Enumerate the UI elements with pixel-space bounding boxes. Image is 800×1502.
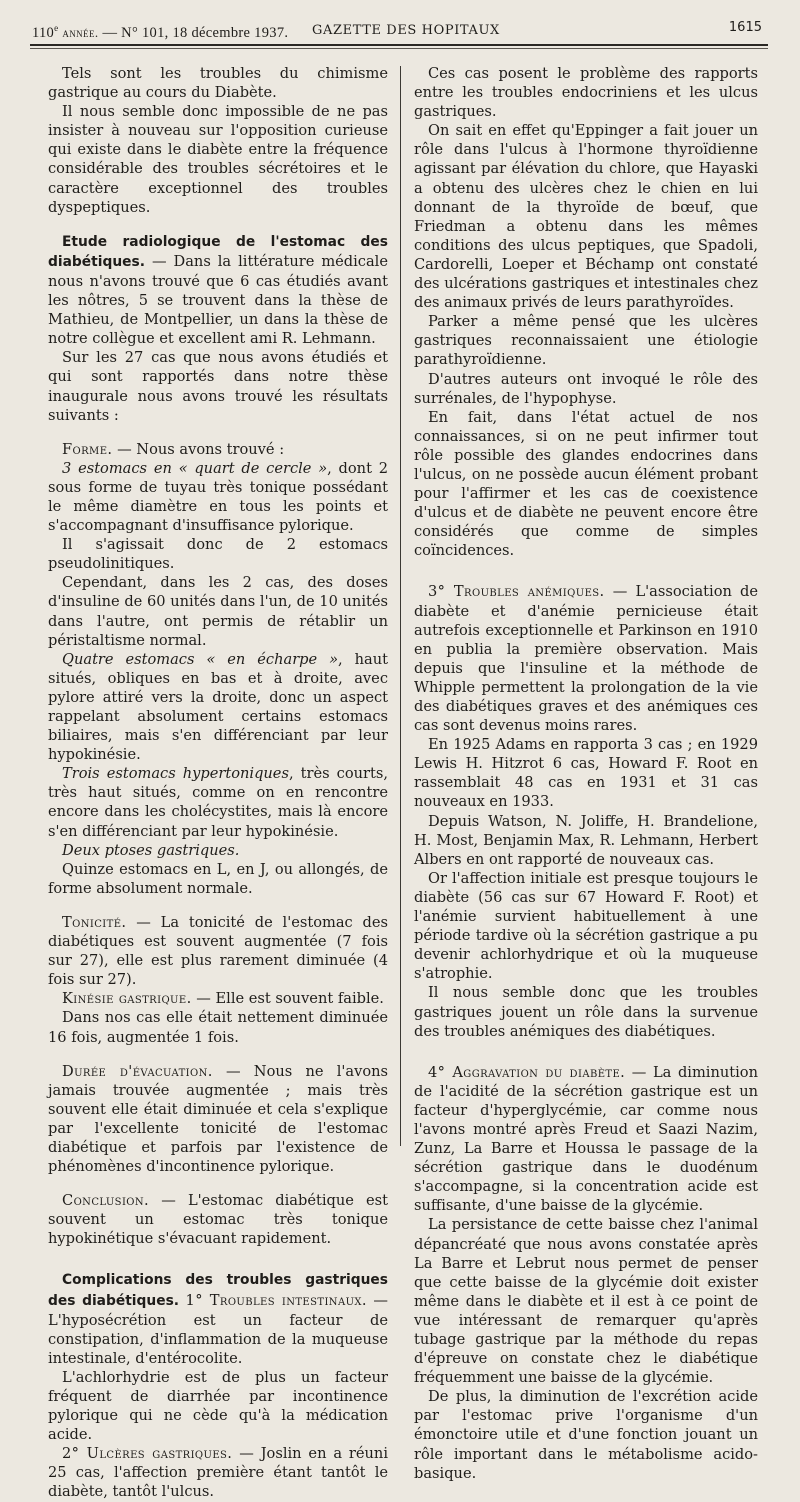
section-heading-complications: Complications des troubles gastriques des diabétiques. [48, 1272, 388, 1309]
subheading-tonicite: Tonicité. [62, 913, 127, 931]
subheading-conclusion: Conclusion. [62, 1192, 150, 1210]
paragraph: La persistance de cette baisse chez l'animal dépancréaté que nous avons constatée après La Barre et Lebrut nous permet de penser que cette baisse de la glycémie doit exister même dans le diabète et il est à ce point de vue intéressant de remarquer qu'après tubage gastrique par la méthode du repas d'épreuve on constate chez le diabétique fréquemment une baisse de la glycémie. [414, 1216, 758, 1387]
paragraph: Durée d'évacuation. — Nous ne l'avons jamais trouvée augmentée ; mais très souvent elle était diminuée et cela s'explique par l'excellente tonicité de l'estomac diabétique et parfois par l'existence de phénomènes d'incontinence pylorique. [48, 1062, 388, 1176]
paragraph: Quinze estomacs en L, en J, ou allongés, de forme absolument normale. [48, 860, 388, 897]
paragraph: 3° Troubles anémiques. — L'association de diabète et d'anémie pernicieuse était autrefois exceptionnelle et Parkinson en 1910 en publia la première observation. Mais depuis que l'insuline et la méthode de Whipple permettent la prolongation de la vie des diabétiques graves et des anémiques ces cas sont devenus moins rares. [414, 583, 758, 735]
paragraph: D'autres auteurs ont invoqué le rôle des surrénales, de l'hypophyse. [414, 370, 758, 407]
paragraph: En 1925 Adams en rapporta 3 cas ; en 1929 Lewis H. Hitzrot 6 cas, Howard F. Root en rassemblait 48 cas en 1931 et 31 cas nouveaux en 1933. [414, 736, 758, 811]
subheading-duree: Durée d'évacuation. [62, 1062, 213, 1080]
paragraph: Parker a même pensé que les ulcères gastriques reconnaissaient une étiologie parathyroïdienne. [414, 313, 758, 369]
paragraph: En fait, dans l'état actuel de nos connaissances, si on ne peut infirmer tout rôle possible des glandes endocrines dans l'ulcus, on ne possède aucun élément probant pour l'affirmer et les cas de coexistence d'ulcus et de diabète ne peuvent encore être considérés que comme de simples coïncidences. [414, 408, 758, 560]
header-rule-thin [30, 48, 768, 49]
paragraph: Sur les 27 cas que nous avons étudiés et qui sont rapportés dans notre thèse inaugurale nous avons trouvé les résultats suivants : [48, 349, 388, 424]
paragraph: Depuis Watson, N. Joliffe, H. Brandelione, H. Most, Benjamin Max, R. Lehmann, Herbert Albers en ont rapporté de nouveaux cas. [414, 812, 758, 868]
paragraph: Deux ptoses gastriques. [62, 841, 240, 859]
paragraph: On sait en effet qu'Eppinger a fait jouer un rôle dans l'ulcus à l'hormone thyroïdienne agissant par élévation du chlore, que Hayaski a obtenu des ulcères chez le chien en lui donnant de la thyroïde de bœuf, que Friedman a obtenu dans les mêmes conditions des ulcus peptiques, que Spadoli, Cardorelli, Loeper et Béchamp ont constaté des ulcérations gastriques et intestinales chez des animaux privés de leurs parathyroïdes. [414, 122, 758, 312]
paragraph: Il s'agissait donc de 2 estomacs pseudolinitiques. [48, 536, 388, 573]
paragraph: Etude radiologique de l'estomac des diabétiques. — Dans la littérature médicale nous n'avons trouvé que 6 cas étudiés avant les nôtres, 5 se trouvent dans la thèse de Mathieu, de Montpellier, un dans la thèse de notre collègue et excellent ami R. Lehmann. [48, 233, 388, 348]
column-divider [400, 66, 401, 1146]
header-issue: 110e année. — N° 101, 18 décembre 1937. [32, 23, 289, 41]
paragraph: 2° Ulcères gastriques. — Joslin en a réuni 25 cas, l'affection première étant tantôt le diabète, tantôt l'ulcus. [48, 1445, 389, 1501]
paragraph: Cependant, dans les 2 cas, des doses d'insuline de 60 unités dans l'un, de 10 unités dans l'autre, ont permis de rétablir un péristaltisme normal. [48, 574, 388, 649]
paragraph: Kinésie gastrique. — Elle est souvent faible. [62, 990, 384, 1008]
paragraph: 4° Aggravation du diabète. — La diminution de l'acidité de la sécrétion gastrique est un facteur d'hyperglycémie, car comme nous l'avons montré après Freud et Saazi Nazim, Zunz, La Barre et Houssa le passage de la sécrétion gastrique dans le duodénum s'accompagne, si la concentration acide est suffisante, d'une baisse de la glycémie. [414, 1063, 758, 1215]
paragraph: De plus, la diminution de l'excrétion acide par l'estomac prive l'organisme d'un émonctoire utile et d'une fonction jouant un rôle important dans le métabolisme acido-basique. [414, 1388, 758, 1482]
paragraph: Dans nos cas elle était nettement diminuée 16 fois, augmentée 1 fois. [48, 1009, 388, 1046]
header-rule [30, 44, 768, 46]
paragraph: Quatre estomacs « en écharpe », haut situés, obliques en bas et à droite, avec pylore attiré vers la droite, donc un aspect rappelant absolument certains estomacs biliaires, mais s'en différenciant par leur hypokinésie. [48, 650, 388, 764]
running-header [32, 20, 762, 44]
paragraph: Ces cas posent le problème des rapports entre les troubles endocriniens et les ulcus gastriques. [414, 65, 758, 121]
subheading-anemiques: 3° Troubles anémiques. [428, 583, 605, 601]
paragraph: Tonicité. — La tonicité de l'estomac des diabétiques est souvent augmentée (7 fois sur 27), elle est plus rarement diminuée (4 fois sur 27). [48, 913, 388, 989]
page-number: 1615 [728, 20, 762, 35]
subheading-kinesie: Kinésie gastrique. [62, 990, 192, 1008]
paragraph: Il nous semble donc impossible de ne pas insister à nouveau sur l'opposition curieuse qui existe dans le diabète entre la fréquence considérable des troubles sécrétoires et le caractère exceptionnel des troubles dyspeptiques. [48, 103, 388, 216]
paragraph: Il nous semble donc que les troubles gastriques jouent un rôle dans la survenue des troubles anémiques des diabétiques. [414, 984, 758, 1040]
paragraph: L'achlorhydrie est de plus un facteur fréquent de diarrhée par incontinence pylorique qui ne cède qu'à la médication acide. [48, 1368, 388, 1444]
paragraph: 3 estomacs en « quart de cercle », dont 2 sous forme de tuyau très tonique possédant le même diamètre en tous les points et s'accompagnant d'insuffisance pylorique. [48, 459, 389, 535]
subheading-ulceres: 2° Ulcères gastriques. [62, 1445, 233, 1463]
paragraph: Trois estomacs hypertoniques, très courts, très haut situés, comme on en rencontre encore dans les cholécystites, mais là encore s'en différenciant par leur hypokinésie. [48, 765, 388, 840]
section-heading-radiologique: Etude radiologique de l'estomac des diabétiques. [48, 233, 388, 270]
paragraph: Tels sont les troubles du chimisme gastrique au cours du Diabète. [48, 65, 388, 102]
paragraph: Or l'affection initiale est presque toujours le diabète (56 cas sur 67 Howard F. Root) et l'anémie survient habituellement à une période tardive où la sécrétion gastrique a pu devenir achlorhydrique et où la muqueuse s'atrophie. [414, 869, 758, 983]
subheading-aggravation: 4° Aggravation du diabète. [428, 1063, 626, 1081]
paragraph: Forme. — Nous avons trouvé : [62, 440, 285, 458]
journal-title: GAZETTE DES HOPITAUX [312, 23, 500, 38]
paragraph: Complications des troubles gastriques des diabétiques. 1° Troubles intestinaux. — L'hyposécrétion est un facteur de constipation, d'inflammation de la muqueuse intestinale, d'entérocolite. [48, 1272, 389, 1367]
subheading-forme: Forme. [62, 440, 113, 458]
paragraph: Conclusion. — L'estomac diabétique est souvent un estomac très tonique hypokinétique s'évacuant rapidement. [48, 1192, 388, 1248]
right-column [414, 64, 758, 1483]
left-column [48, 64, 388, 1502]
